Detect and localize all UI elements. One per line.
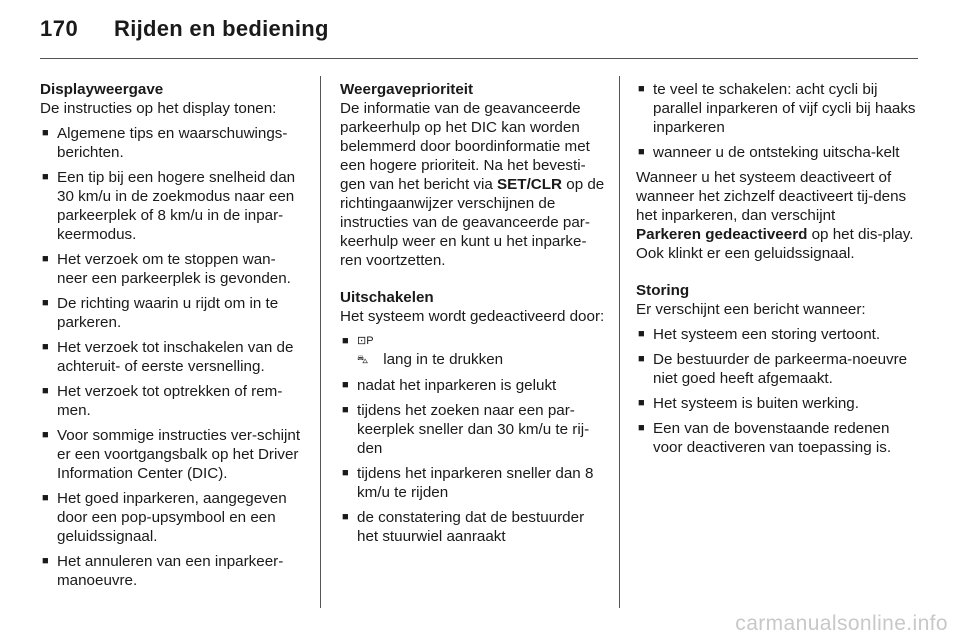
list-item: ■ Het systeem is buiten werking. (638, 395, 859, 412)
section-heading-displayweergave: Displayweergave (40, 81, 164, 98)
bullet-icon: ■ (42, 171, 49, 183)
fault-list (636, 325, 922, 457)
bullet-icon: ■ (42, 385, 49, 397)
intro-text: De instructies op het display tonen: (40, 100, 277, 117)
bullet-icon: ■ (342, 404, 349, 416)
list-item: ■ Het systeem een storing vertoont. (638, 326, 881, 343)
bullet-icon: ■ (42, 253, 49, 265)
list-item: ■ tijdens het zoeken naar een par-keerplek sneller dan 30 km/u te rij-den (342, 402, 590, 457)
priority-paragraph: De informatie van de geavanceerde parkeerhulp op het DIC kan worden belemmerd door boordinformatie met een hogere prioriteit. Na het bevesti-gen van het bericht via SET/CLR op de richtingaanwijzer verschijnen de instructies van de geavanceerde par-keerhulp weer en kunt u het inparke-ren voortzetten. (340, 100, 605, 269)
bullet-icon: ■ (42, 555, 49, 567)
column-divider-2 (619, 76, 620, 608)
bullet-icon: ■ (42, 297, 49, 309)
parkeren-gedeactiveerd-label: Parkeren gedeactiveerd (636, 226, 808, 243)
list-item: ■ De bestuurder de parkeerma-noeuvre niet goed heeft afgemaakt. (638, 351, 908, 387)
list-item: ■ ⊡P⛍ lang in te drukken (340, 332, 608, 370)
list-item: ■ de constatering dat de bestuurder het stuurwiel aanraakt (342, 509, 585, 545)
bullet-icon: ■ (638, 83, 645, 95)
section-heading-uitschakelen: Uitschakelen (340, 289, 434, 306)
list-item: ■ Het verzoek tot optrekken of rem-men. (42, 383, 283, 419)
instruction-list (40, 124, 304, 590)
list-item: ■ Het annuleren van een inparkeer-manoeuvre. (42, 553, 284, 589)
list-item: ■ Het goed inparkeren, aangegeven door een pop-upsymbool en een geluidssignaal. (42, 490, 287, 545)
column-divider-1 (320, 76, 321, 608)
set-clr-label: SET/CLR (497, 176, 563, 193)
list-item: ■ De richting waarin u rijdt om in te parkeren. (42, 295, 279, 331)
column-1 (40, 80, 304, 596)
bullet-icon: ■ (342, 511, 349, 523)
bullet-icon: ■ (42, 127, 49, 139)
page-number: 170 (40, 16, 79, 41)
bullet-icon: ■ (42, 341, 49, 353)
deactivation-paragraph: Wanneer u het systeem deactiveert of wanneer het zichzelf deactiveert tij-dens het inparkeren, dan verschijnt Parkeren gedeactiveerd op het dis-play. Ook klinkt er een geluidssignaal. (636, 169, 914, 262)
list-item: ■ Algemene tips en waarschuwings-berichten. (42, 125, 288, 161)
bullet-icon: ■ (342, 335, 349, 347)
section-heading-weergaveprioriteit: Weergaveprioriteit (340, 81, 474, 98)
deactivate-intro: Het systeem wordt gedeactiveerd door: (340, 308, 605, 325)
header-divider (40, 58, 918, 59)
bullet-icon: ■ (342, 467, 349, 479)
chapter-title: Rijden en bediening (114, 16, 329, 41)
list-item: ■ Een van de bovenstaande redenen voor deactiveren van toepassing is. (638, 420, 892, 456)
column-2 (340, 80, 608, 552)
list-item: ■ tijdens het inparkeren sneller dan 8 km/u te rijden (342, 465, 594, 501)
deactivate-list (340, 332, 608, 546)
list-item: ■ Het verzoek om te stoppen wan-neer een parkeerplek is gevonden. (42, 251, 291, 287)
bullet-icon: ■ (638, 422, 645, 434)
park-assist-button-icon: ⊡P⛍ (357, 335, 374, 366)
list-item: ■ te veel te schakelen: acht cycli bij parallel inparkeren of vijf cycli bij haaks inparkeren (638, 81, 916, 136)
page-header (40, 16, 920, 50)
bullet-icon: ■ (638, 397, 645, 409)
bullet-icon: ■ (638, 328, 645, 340)
section-heading-storing: Storing (636, 282, 690, 299)
list-item: ■ wanneer u de ontsteking uitscha-kelt (638, 144, 900, 161)
list-item: ■ Het verzoek tot inschakelen van de achteruit- of eerste versnelling. (42, 339, 294, 375)
watermark: carmanualsonline.info (735, 612, 948, 635)
deactivate-list-continued (636, 80, 922, 162)
column-3 (636, 80, 922, 463)
bullet-icon: ■ (638, 146, 645, 158)
bullet-icon: ■ (342, 379, 349, 391)
fault-intro: Er verschijnt een bericht wanneer: (636, 301, 866, 318)
list-item: ■ Voor sommige instructies ver-schijnt er een voortgangsbalk op het Driver Information Center (DIC). (42, 427, 301, 482)
list-item: ■ Een tip bij een hogere snelheid dan 30 km/u in de zoekmodus naar een parkeerplek of 8 km/u in de inpar-keermodus. (42, 169, 296, 243)
bullet-icon: ■ (42, 492, 49, 504)
bullet-icon: ■ (42, 429, 49, 441)
list-item: ■ nadat het inparkeren is gelukt (342, 377, 557, 394)
bullet-icon: ■ (638, 353, 645, 365)
